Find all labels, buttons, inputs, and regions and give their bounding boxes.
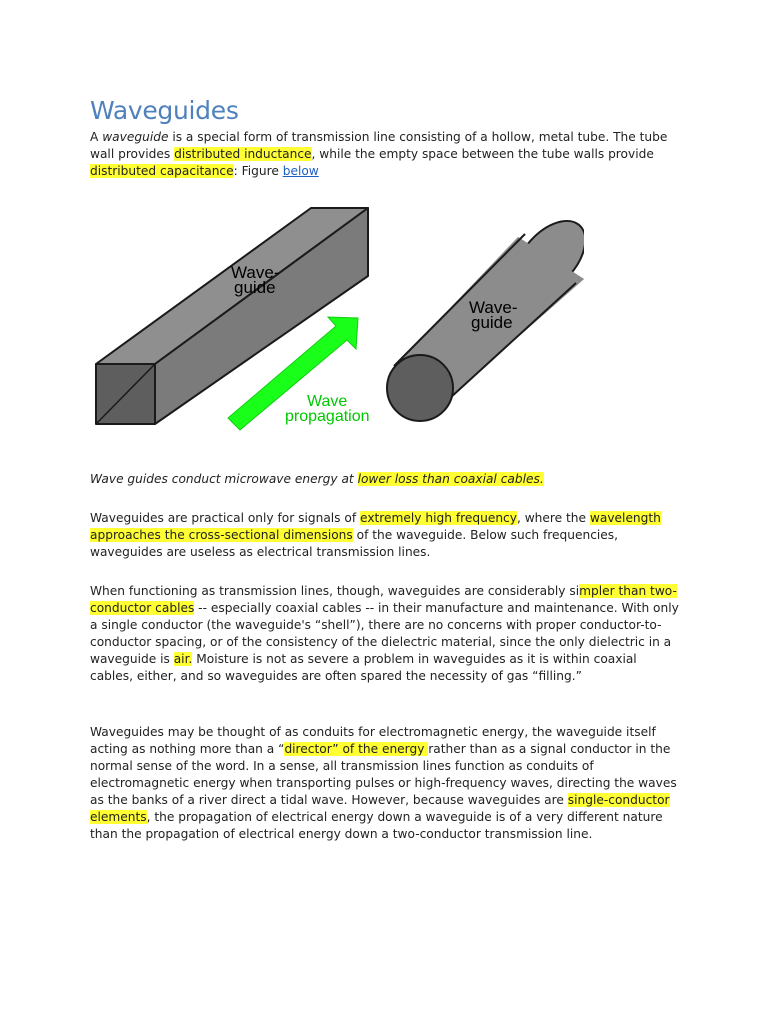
- intro-text-1: A: [90, 130, 103, 144]
- waveguide-figure: [88, 196, 584, 446]
- round-waveguide-label-2: guide: [471, 313, 513, 332]
- figure-caption: [90, 471, 680, 488]
- round-waveguide-label-1: Wave-: [469, 298, 518, 317]
- p2-text-1: When functioning as transmission lines, though, waveguides are considerably si: [90, 584, 580, 598]
- page-title: Waveguides: [90, 96, 239, 125]
- figure-link[interactable]: below: [282, 164, 319, 178]
- highlight-distributed-capacitance: distributed capacitance: [90, 164, 234, 178]
- waveguide-term: waveguide: [102, 130, 169, 144]
- p3-text-3: , the propagation of electrical energy down a waveguide is of a very different nature than the propagation of electrical energy down a two-conductor transmission line.: [90, 810, 663, 841]
- p1-text-2: , where the: [516, 511, 590, 525]
- paragraph-frequency: [90, 510, 680, 561]
- highlight-single-conductor: single-conductor elements: [90, 793, 670, 824]
- p2-text-2: -- especially coaxial cables -- in their manufacture and maintenance. With only a single conductor (the waveguide's “shell”), there are no concerns with proper conductor-to-conductor spacing, or of the consistency of the dielectric material, since the only dielectric in a waveguide is: [90, 601, 679, 666]
- highlight-air: air.: [173, 652, 193, 666]
- highlight-wavelength: wavelength approaches the cross-sectional dimensions: [90, 511, 661, 542]
- rect-waveguide-label-1: Wave-: [231, 263, 280, 282]
- highlight-distributed-inductance: distributed inductance: [174, 147, 312, 161]
- highlight-extremely-high-frequency: extremely high frequency: [360, 511, 517, 525]
- highlight-simpler-than: mpler than two-conductor cables: [90, 584, 677, 615]
- intro-text-2: is a special form of transmission line consisting of a hollow, metal tube. The tube wall provides: [90, 130, 668, 161]
- caption-text: Wave guides conduct microwave energy at: [90, 472, 358, 486]
- p1-text-3: of the waveguide. Below such frequencies, waveguides are useless as electrical transmission lines.: [90, 528, 619, 559]
- arrow-label-1: Wave: [307, 393, 348, 410]
- rect-waveguide-label-2: guide: [234, 278, 276, 297]
- intro-paragraph: [90, 129, 680, 180]
- p1-text-1: Waveguides are practical only for signals of: [90, 511, 361, 525]
- waveguide-illustration: [88, 196, 584, 446]
- intro-text-3: , while the empty space between the tube walls provide: [311, 147, 654, 161]
- highlight-lower-loss: lower loss than coaxial cables.: [357, 472, 544, 486]
- rectangular-waveguide: [96, 208, 368, 424]
- p3-text-1: Waveguides may be thought of as conduits for electromagnetic energy, the waveguide itself acting as nothing more than a “: [90, 725, 656, 756]
- arrow-label-2: propagation: [285, 408, 370, 425]
- paragraph-conduits: [90, 724, 680, 843]
- highlight-director: director” of the energy: [284, 742, 429, 756]
- p2-text-3: Moisture is not as severe a problem in waveguides as it is within coaxial cables, either, and so waveguides are often spared the necessity of gas “filling.”: [90, 652, 637, 683]
- paragraph-simplicity: [90, 583, 680, 685]
- p3-text-2: rather than as a signal conductor in the normal sense of the word. In a sense, all transmission lines function as conduits of electromagnetic energy when transporting pulses or high-frequency waves, directing the waves as the banks of a river direct a tidal wave. However, because waveguides are: [90, 742, 677, 807]
- intro-text-4: : Figure: [233, 164, 283, 178]
- round-waveguide-end-face: [387, 355, 453, 421]
